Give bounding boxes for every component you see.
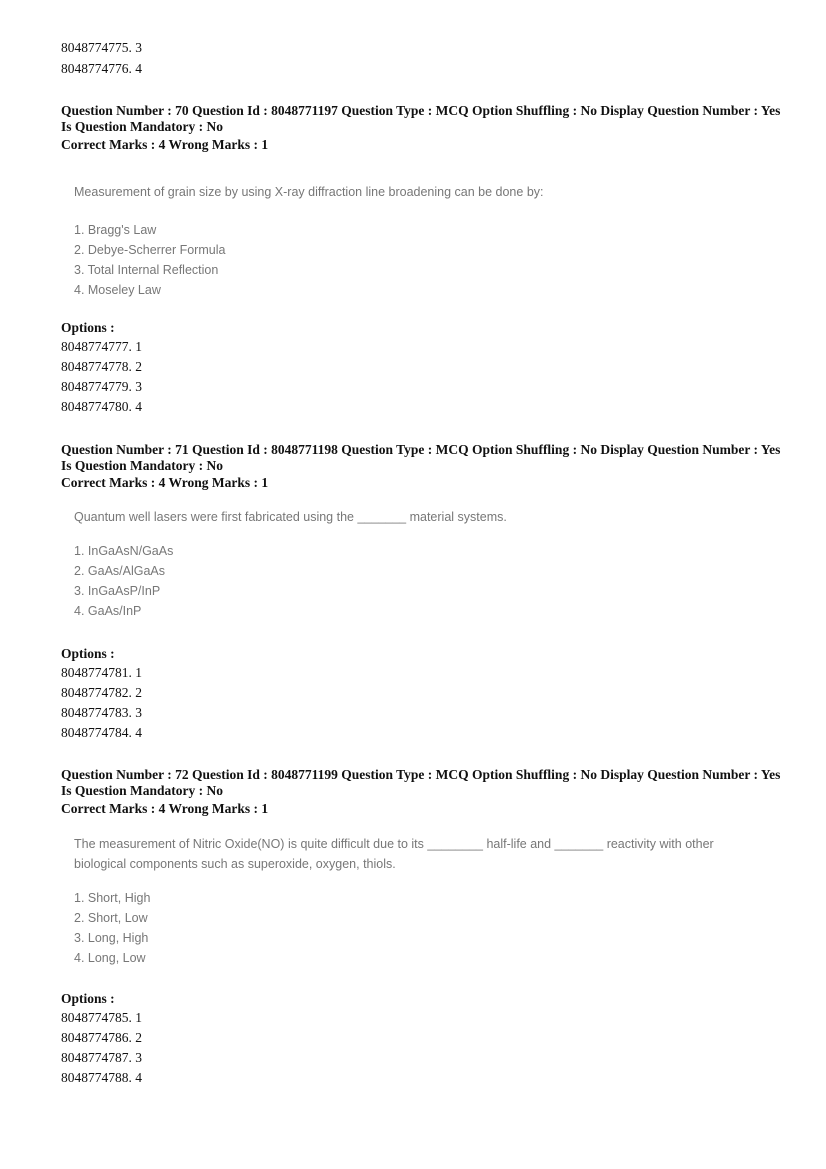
question-image	[74, 185, 544, 300]
question-image	[74, 834, 764, 968]
option-id-line: 8048774780. 4	[61, 399, 142, 414]
option-id-line: 8048774781. 1	[61, 665, 142, 680]
choice-item: 3. InGaAsP/InP	[74, 584, 161, 598]
choice-item: 4. Long, Low	[74, 951, 146, 965]
choice-item: 4. GaAs/InP	[74, 604, 142, 618]
choice-item: 2. GaAs/AlGaAs	[74, 564, 166, 578]
choice-item: 2. Debye-Scherrer Formula	[74, 243, 226, 257]
question-meta-line: Question Number : 71 Question Id : 8048771198 Question Type : MCQ Option Shuffling : No Display Question Number : Yes	[61, 442, 781, 457]
option-id-line: 8048774779. 3	[61, 379, 142, 394]
choice-item: 1. Bragg's Law	[74, 223, 157, 237]
option-id-line: 8048774775. 3	[61, 40, 142, 55]
options-label: Options :	[61, 320, 115, 335]
question-mandatory-line: Is Question Mandatory : No	[61, 783, 224, 798]
option-id-line: 8048774783. 3	[61, 705, 142, 720]
question-meta-line: Question Number : 72 Question Id : 8048771199 Question Type : MCQ Option Shuffling : No Display Question Number : Yes	[61, 767, 781, 782]
choice-item: 3. Total Internal Reflection	[74, 263, 219, 277]
option-id-line: 8048774782. 2	[61, 685, 142, 700]
question-meta	[61, 767, 781, 799]
marks-line: Correct Marks : 4 Wrong Marks : 1	[61, 475, 269, 490]
question-text: Measurement of grain size by using X-ray diffraction line broadening can be done by:	[74, 185, 544, 199]
option-id-line: 8048774784. 4	[61, 725, 142, 740]
marks-line: Correct Marks : 4 Wrong Marks : 1	[61, 801, 269, 816]
marks-line: Correct Marks : 4 Wrong Marks : 1	[61, 137, 269, 152]
option-id-line: 8048774785. 1	[61, 1010, 142, 1025]
options-label: Options :	[61, 991, 115, 1006]
option-id-line: 8048774787. 3	[61, 1050, 142, 1065]
option-id-line: 8048774786. 2	[61, 1030, 142, 1045]
choice-list	[74, 541, 507, 621]
option-id-line: 8048774777. 1	[61, 339, 142, 354]
choice-item: 2. Short, Low	[74, 911, 148, 925]
question-mandatory-line: Is Question Mandatory : No	[61, 458, 224, 473]
option-id-line: 8048774778. 2	[61, 359, 142, 374]
options-label: Options :	[61, 646, 115, 661]
question-mandatory-line: Is Question Mandatory : No	[61, 119, 224, 134]
choice-item: 3. Long, High	[74, 931, 149, 945]
question-meta	[61, 442, 781, 474]
question-image	[74, 510, 507, 621]
option-id-line: 8048774776. 4	[61, 61, 142, 76]
choice-item: 1. InGaAsN/GaAs	[74, 544, 174, 558]
option-id-line: 8048774788. 4	[61, 1070, 142, 1085]
question-meta	[61, 103, 781, 135]
choice-list	[74, 220, 544, 300]
question-text: The measurement of Nitric Oxide(NO) is quite difficult due to its ________ half-life and _______ reactivity with other biological components such as superoxide, oxygen, thiols.	[74, 837, 714, 871]
question-meta-line: Question Number : 70 Question Id : 8048771197 Question Type : MCQ Option Shuffling : No Display Question Number : Yes	[61, 103, 781, 118]
choice-item: 4. Moseley Law	[74, 283, 161, 297]
question-text: Quantum well lasers were first fabricated using the _______ material systems.	[74, 510, 507, 524]
choice-list	[74, 888, 764, 968]
choice-item: 1. Short, High	[74, 891, 151, 905]
